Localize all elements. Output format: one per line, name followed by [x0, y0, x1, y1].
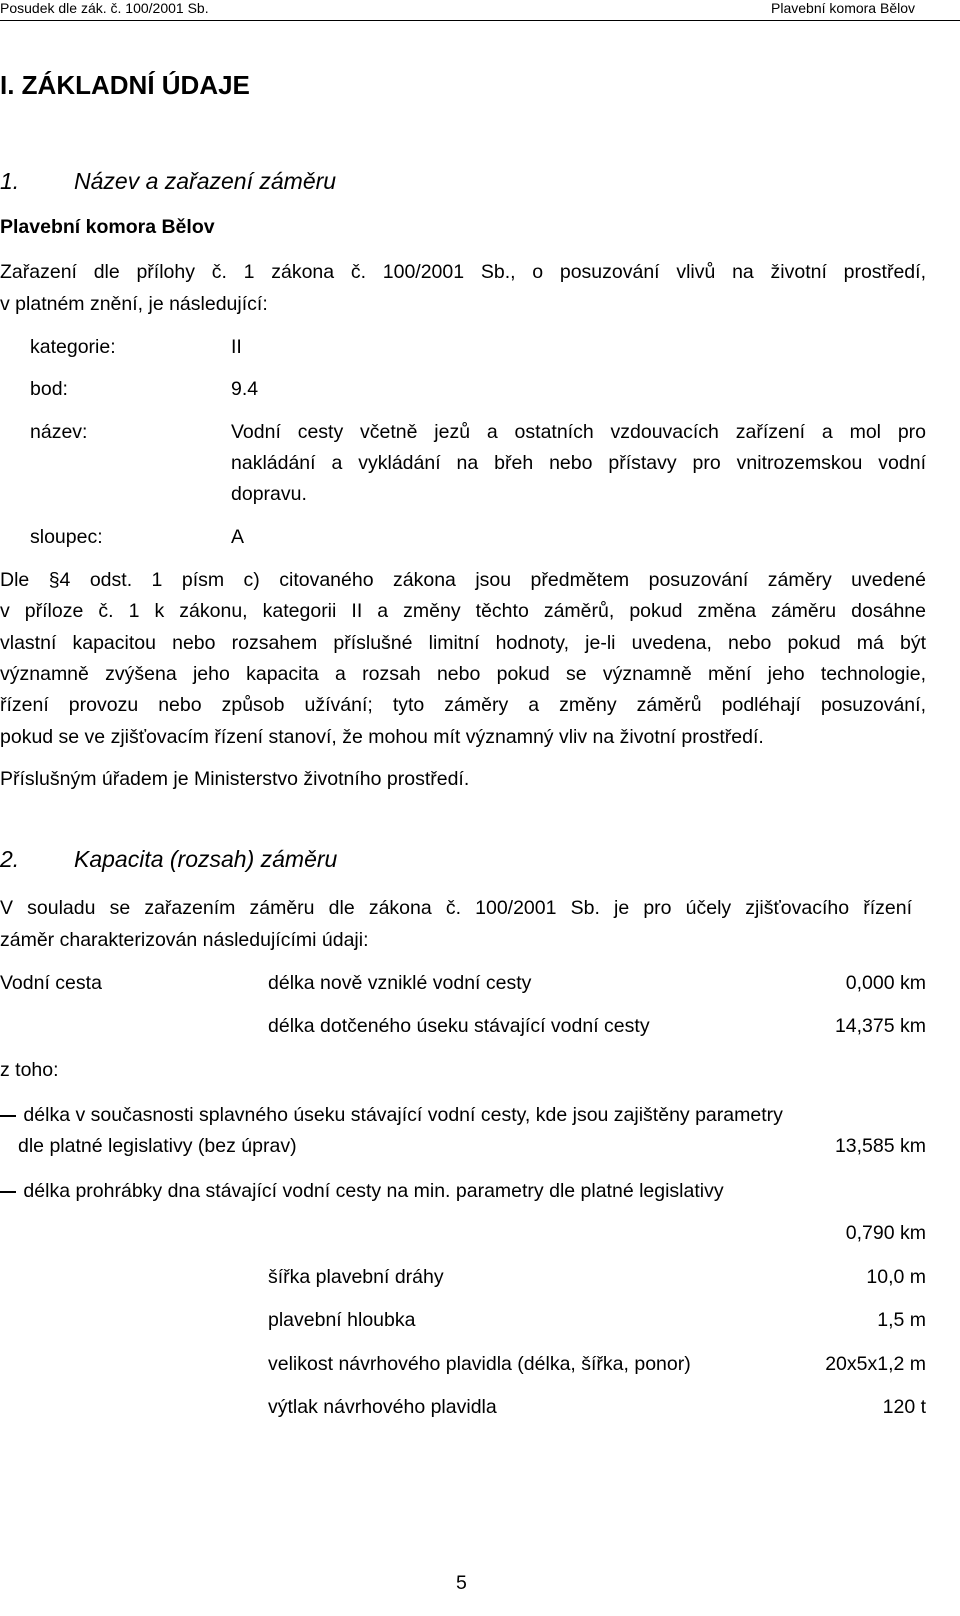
item2-value: 0,790 km — [845, 1222, 926, 1244]
nazev-line3: dopravu. — [231, 483, 307, 505]
sloupec-value: A — [231, 526, 245, 548]
para-line: významně zvýšena jeho kapacita a rozsah nebo pokud se významně mění jeho technologie, — [0, 663, 926, 685]
param-value: 1,5 m — [877, 1309, 926, 1331]
s1-number: 1. — [0, 168, 20, 194]
header-divider — [0, 20, 960, 21]
para-line: Dle §4 odst. 1 písm c) citovaného zákona jsou předmětem posuzování záměry uvedené — [0, 569, 926, 591]
item2-text: délka prohrábky dna stávající vodní cesty na min. parametry dle platné legislativy — [23, 1180, 724, 1202]
bod-label: bod: — [30, 378, 68, 400]
kategorie-value: II — [231, 336, 242, 358]
item1-value: 13,585 km — [834, 1135, 926, 1157]
z-toho-label: z toho: — [0, 1059, 59, 1081]
row2-label: délka dotčeného úseku stávající vodní cesty — [268, 1015, 650, 1037]
bod-value: 9.4 — [231, 378, 259, 400]
s2-title: Kapacita (rozsah) záměru — [74, 846, 338, 872]
para-line: řízení provozu nebo způsob užívání; tyto záměry a změny záměrů podléhají posuzování, — [0, 694, 926, 716]
dash-bullet — [0, 1191, 16, 1193]
header-right: Plavební komora Bělov — [771, 0, 915, 16]
item1-text: délka v současnosti splavného úseku stávající vodní cesty, kde jsou zajištěny parametry — [23, 1104, 783, 1126]
item2-line1 — [0, 1180, 724, 1203]
param-value: 120 t — [882, 1396, 926, 1418]
s2-intro-line1: V souladu se zařazením záměru dle zákona č. 100/2001 Sb. je pro účely zjišťovacího řízení — [0, 897, 912, 919]
page-number: 5 — [456, 1572, 467, 1594]
item1-line2: dle platné legislativy (bez úprav) — [18, 1135, 297, 1157]
s2-number: 2. — [0, 846, 20, 872]
section-title: I. ZÁKLADNÍ ÚDAJE — [0, 70, 250, 100]
sloupec-label: sloupec: — [30, 526, 103, 548]
param-value: 10,0 m — [866, 1266, 926, 1288]
row1-label: délka nově vzniklé vodní cesty — [268, 972, 532, 994]
s1-title: Název a zařazení záměru — [74, 168, 337, 194]
param-label: šířka plavební dráhy — [268, 1266, 444, 1288]
para-line: vlastní kapacitou nebo rozsahem příslušné limitní hodnoty, je-li uvedena, nebo pokud má být — [0, 632, 926, 654]
project-name: Plavební komora Bělov — [0, 216, 215, 238]
header-left: Posudek dle zák. č. 100/2001 Sb. — [0, 0, 209, 16]
param-value: 20x5x1,2 m — [825, 1353, 926, 1375]
param-label: velikost návrhového plavidla (délka, šířka, ponor) — [268, 1353, 691, 1375]
s1-intro-line1: Zařazení dle přílohy č. 1 zákona č. 100/2001 Sb., o posuzování vlivů na životní prostředí, — [0, 261, 926, 283]
param-label: výtlak návrhového plavidla — [268, 1396, 497, 1418]
vodni-cesta-label: Vodní cesta — [0, 972, 102, 994]
s2-intro-line2: záměr charakterizován následujícími údaji: — [0, 929, 369, 951]
para-line: pokud se ve zjišťovacím řízení stanoví, že mohou mít významný vliv na životní prostředí. — [0, 726, 764, 748]
dash-bullet — [0, 1115, 16, 1117]
kategorie-label: kategorie: — [30, 336, 116, 358]
row2-value: 14,375 km — [834, 1015, 926, 1037]
nazev-line2: nakládání a vykládání na břeh nebo přístavy pro vnitrozemskou vodní — [231, 452, 926, 474]
param-label: plavební hloubka — [268, 1309, 416, 1331]
nazev-line1: Vodní cesty včetně jezů a ostatních vzdouvacích zařízení a mol pro — [231, 421, 926, 443]
row1-value: 0,000 km — [845, 972, 926, 994]
nazev-label: název: — [30, 421, 88, 443]
item1-line1 — [0, 1104, 783, 1127]
para-line: v příloze č. 1 k zákonu, kategorii II a změny těchto záměrů, pokud změna záměru dosáhne — [0, 600, 926, 622]
authority-line: Příslušným úřadem je Ministerstvo životního prostředí. — [0, 768, 470, 790]
s1-intro-line2: v platném znění, je následující: — [0, 293, 268, 315]
